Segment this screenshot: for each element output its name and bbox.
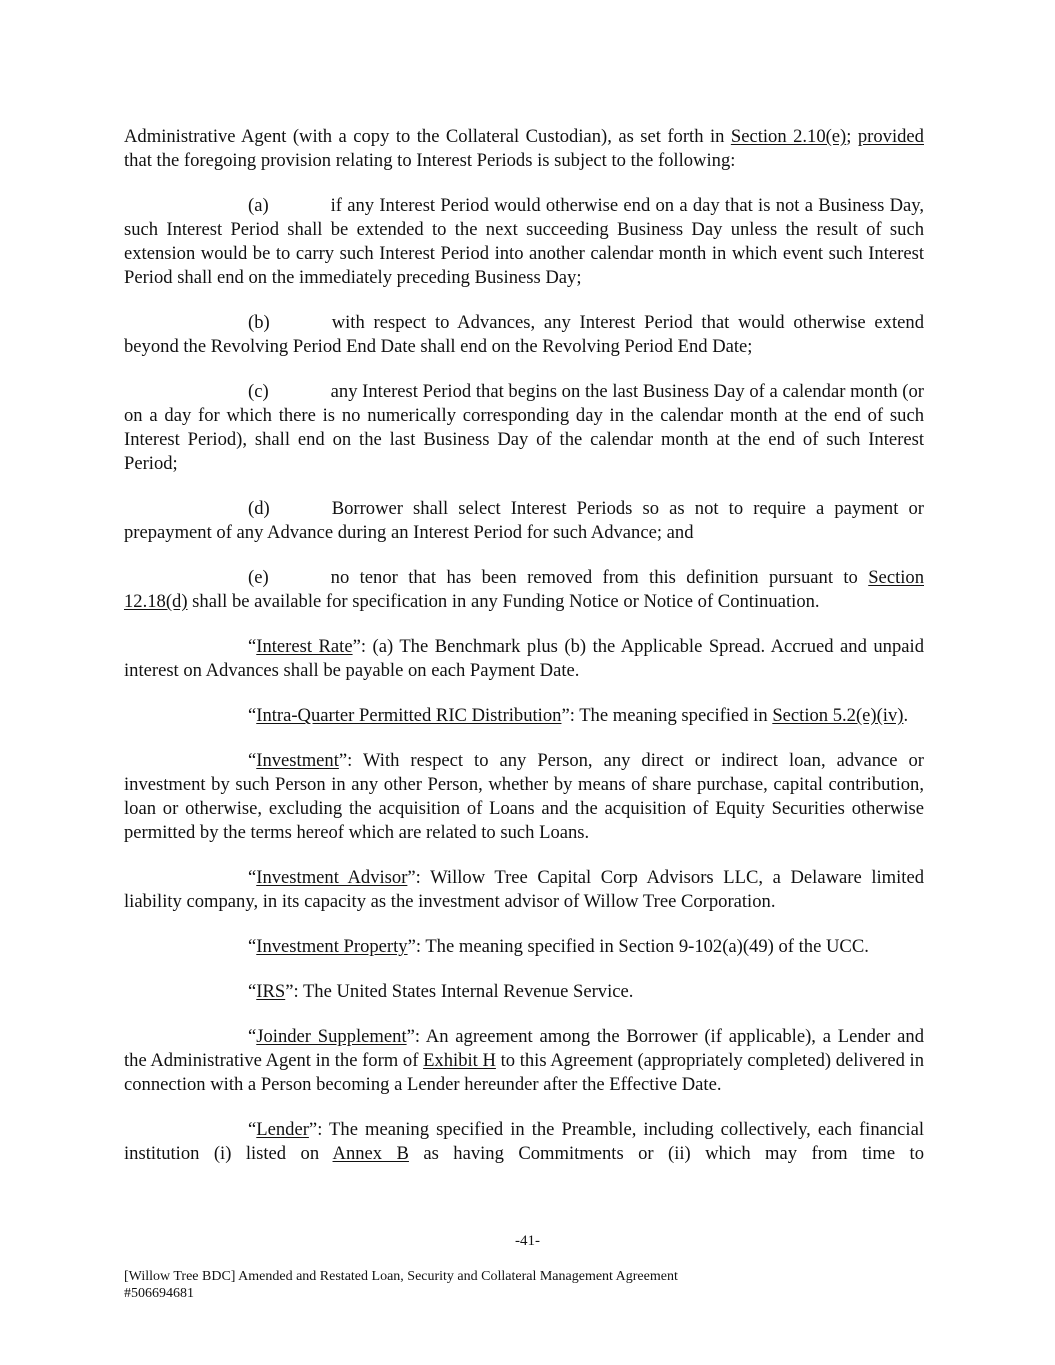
definition-text: : An agreement among the Borrower (if applicable), a Lender and the Administrative Agent in the form of <box>124 1026 924 1071</box>
section-2-10e-link: Section 2.10(e) <box>730 126 847 147</box>
clause-a <box>124 194 924 290</box>
document-footer <box>124 1268 678 1302</box>
definition-investment-advisor <box>124 866 924 914</box>
clause-label: (b) <box>248 312 270 333</box>
quote-close: ” <box>406 1026 415 1047</box>
intro-paragraph <box>124 125 924 173</box>
defined-term: Investment Property <box>256 936 408 957</box>
quote-close: ” <box>338 750 348 771</box>
clause-text: no tenor that has been removed from this definition pursuant to <box>330 567 869 588</box>
exhibit-h-link: Exhibit H <box>423 1050 496 1071</box>
clause-label: (a) <box>248 195 269 216</box>
quote-close: ” <box>407 867 416 888</box>
clause-e <box>124 566 924 614</box>
defined-term: Investment <box>256 750 339 771</box>
definition-text: as having Commitments or (ii) which may from time to <box>408 1143 924 1164</box>
page-number: -41- <box>515 1233 540 1249</box>
quote-close: ” <box>352 636 361 657</box>
clause-text: shall be available for specification in any Funding Notice or Notice of Continuation. <box>187 591 820 612</box>
definition-text: to this Agreement (appropriately completed) delivered in connection with a Person becoming a Lender hereunder after the Effective Date. <box>124 1050 925 1095</box>
defined-term: Interest Rate <box>256 636 353 657</box>
quote-close: ” <box>407 936 416 957</box>
quote-close: ” <box>561 705 570 726</box>
definition-lender <box>124 1118 924 1166</box>
clause-text: with respect to Advances, any Interest Period that would otherwise extend beyond the Revolving Period End Date shall end on the Revolving Period End Date; <box>124 312 924 357</box>
clause-text: Borrower shall select Interest Periods so as not to require a payment or prepayment of any Advance during an Interest Period for such Advance; and <box>124 498 924 543</box>
footer-title: [Willow Tree BDC] Amended and Restated Loan, Security and Collateral Management Agreement <box>124 1269 678 1284</box>
definition-investment-property <box>124 935 924 959</box>
definition-text: : The meaning specified in <box>569 705 773 726</box>
provided-term: provided <box>857 126 924 147</box>
quote-open: “ <box>248 1119 257 1140</box>
quote-open: “ <box>248 981 257 1002</box>
annex-b-link: Annex B <box>332 1143 409 1164</box>
footer-doc-id: #506694681 <box>124 1286 194 1301</box>
quote-close: ” <box>308 1119 318 1140</box>
clause-label: (d) <box>248 498 270 519</box>
defined-term: Joinder Supplement <box>256 1026 407 1047</box>
section-12-18d-link: Section 12.18(d) <box>124 567 924 612</box>
clause-c <box>124 380 924 476</box>
intro-text: Administrative Agent (with a copy to the Collateral Custodian), as set forth in <box>124 126 731 147</box>
definition-interest-rate <box>124 635 924 683</box>
definition-text: : Willow Tree Capital Corp Advisors LLC, a Delaware limited liability company, in its capacity as the investment advisor of Willow Tree Corporation. <box>124 867 924 912</box>
clause-b <box>124 311 924 359</box>
quote-open: “ <box>248 1026 257 1047</box>
definition-text: : The meaning specified in Section 9-102(a)(49) of the UCC. <box>415 936 869 957</box>
quote-open: “ <box>248 936 257 957</box>
quote-close: ” <box>285 981 294 1002</box>
quote-open: “ <box>248 636 257 657</box>
clause-d <box>124 497 924 545</box>
definition-investment <box>124 749 924 845</box>
quote-open: “ <box>248 867 257 888</box>
clause-label: (e) <box>248 567 269 588</box>
definition-text: : The meaning specified in the Preamble, including collectively, each financial institution (i) listed on <box>124 1119 924 1164</box>
definition-intra-quarter <box>124 704 924 728</box>
quote-open: “ <box>248 750 257 771</box>
defined-term: Lender <box>256 1119 309 1140</box>
clause-text: any Interest Period that begins on the last Business Day of a calendar month (or on a day for which there is no numerically corresponding day in the calendar month at the end of such Interest Period), shall end on the last Business Day of the calendar month at the end of such Interest Period; <box>124 381 924 474</box>
definition-joinder-supplement <box>124 1025 924 1097</box>
document-body <box>124 125 924 1187</box>
definition-irs <box>124 980 924 1004</box>
quote-open: “ <box>248 705 257 726</box>
clause-text: if any Interest Period would otherwise end on a day that is not a Business Day, such Interest Period shall be extended to the next succeeding Business Day unless the result of such extension would be to carry such Interest Period into another calendar month in which event such Interest Period shall end on the immediately preceding Business Day; <box>124 195 924 288</box>
defined-term: Intra-Quarter Permitted RIC Distribution <box>256 705 562 726</box>
intro-text: that the foregoing provision relating to Interest Periods is subject to the following: <box>124 150 736 171</box>
defined-term: Investment Advisor <box>256 867 408 888</box>
definition-text: : (a) The Benchmark plus (b) the Applicable Spread. Accrued and unpaid interest on Advances shall be payable on each Payment Date. <box>124 636 924 681</box>
clause-label: (c) <box>248 381 269 402</box>
definition-text: : The United States Internal Revenue Service. <box>293 981 634 1002</box>
section-5-2e-iv-link: Section 5.2(e)(iv) <box>772 705 904 726</box>
definition-text: : With respect to any Person, any direct or indirect loan, advance or investment by such Person in any other Person, whether by means of share purchase, capital contribution, loan or otherwise, excluding the acquisition of Loans and the acquisition of Equity Securities otherwise permitted by the terms hereof which are related to such Loans. <box>124 750 924 843</box>
intro-text: ; <box>846 126 858 147</box>
defined-term: IRS <box>256 981 286 1002</box>
definition-text: . <box>903 705 909 726</box>
